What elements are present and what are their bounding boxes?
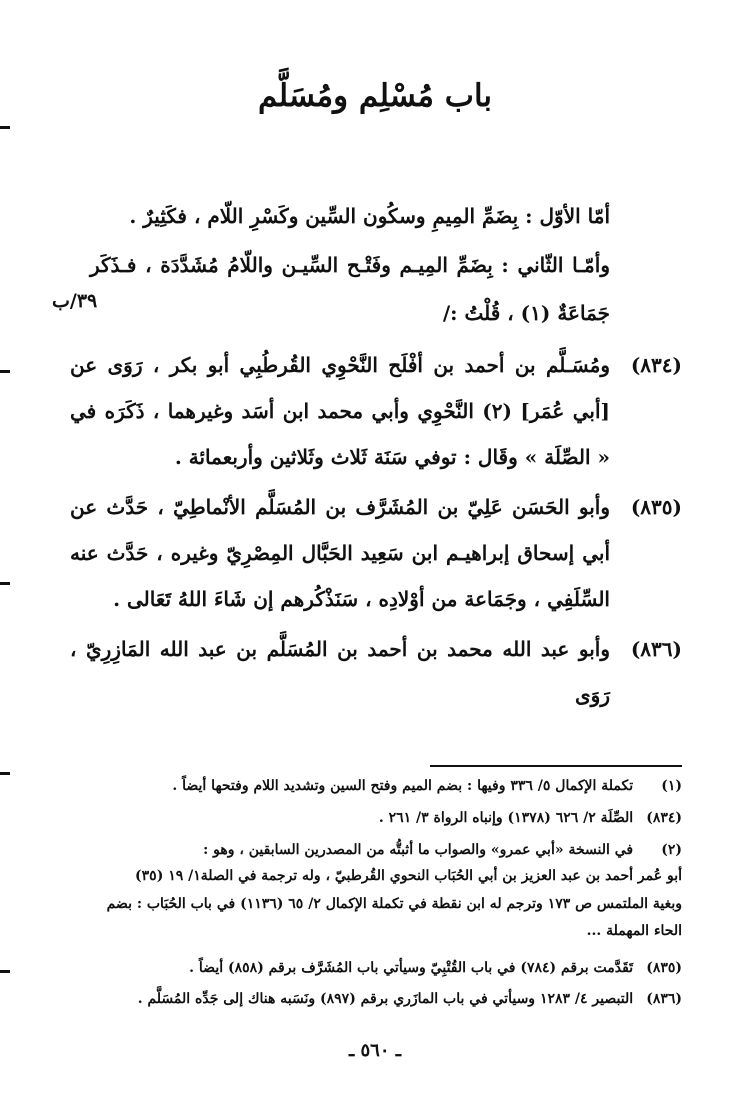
footnote-text: في النسخة «أبي عمرو» والصواب ما أثبتُّه من المصدرين السابقين ، وهو : (203, 842, 634, 858)
footnote (70, 954, 682, 982)
entry-text: وأبو عبد الله محمد بن أحمد بن المُسَلَّم بن عبد الله المَازِرِيّ ، رَوَى (70, 637, 610, 707)
footnote (70, 836, 682, 864)
entry-text: ومُسَـلَّم بن أحمد بن أفْلَح النَّحْوِي القُرطُبِي أبو بكر ، رَوَى عن [أبي عُمَر] (٢) النَّحْوِي وأبي محمد ابن أسَد وغيرهما ، ذَكَرَه في « الصِّلَة » وقَال : توفي سَنَة ثَلاث وثَلاثين وأربعمائة . (70, 353, 611, 469)
footnote-number: (٨٣٤) (646, 810, 682, 826)
intro-paragraph-first: أمّا الأوّل : بِضَمِّ المِيمِ وسكُون السِّين وكَسْرِ اللّام ، فكَثِيرٌ . (129, 204, 610, 228)
page-edge-mark (0, 970, 10, 973)
footnote-text: التبصير ٤/ ١٢٨٣ وسيأتي في باب المازَري برقم (٨٩٧) ونَسَبه هناك إلى جَدِّه المُسَلَّم . (137, 991, 634, 1007)
entry-number: (٨٣٥) (630, 495, 682, 519)
manuscript-folio-note: ٣٩/ب (52, 290, 98, 312)
footnote-text: الحاء المهملة ... (586, 923, 682, 939)
footnote-divider (430, 765, 682, 767)
footnote-number: (٨٣٥) (646, 960, 682, 976)
entry-835 (70, 484, 682, 622)
footnote-text: الصِّلَة ٢/ ٦٢٦ (١٣٧٨) وإنباه الرواة ٣/ ٢٦١ . (378, 810, 634, 826)
entry-number: (٨٣٦) (630, 637, 682, 661)
entry-number: (٨٣٤) (630, 353, 682, 377)
footnote-text: أبو عُمر أحمد بن عبد العزيز بن أبي الحُبَاب النحوي القُرطبيّ ، وله ترجمة في الصلة١/ ١٩ (٣٥) (135, 868, 682, 884)
footnote-continuation (70, 917, 682, 945)
entry-836 (70, 626, 682, 718)
footnote (70, 804, 682, 832)
footnote-text: تَقَدَّمت برقم (٧٨٤) في باب القُتْبِيّ وسيأتي باب المُشَرَّف برقم (٨٥٨) أيضاً . (189, 960, 634, 976)
entry-834 (70, 342, 682, 480)
footnote (70, 985, 682, 1013)
footnote-number: (٨٣٦) (646, 991, 682, 1007)
footnote (70, 772, 682, 800)
footnote-text: تكملة الإكمال ٥/ ٣٣٦ وفيها : بضم الميم وفتح السين وتشديد اللام وفتحها أيضاً . (172, 778, 634, 794)
page-edge-mark (0, 582, 10, 585)
footnote-continuation (70, 890, 682, 918)
footnote-text: وبغية الملتمس ص ١٧٣ وترجم له ابن نقطة في تكملة الإكمال ٢/ ٦٥ (١١٣٦) في باب الحُبَاب : بضم (106, 896, 682, 912)
footnote-continuation (70, 862, 682, 890)
page-number: ـ ٥٦٠ ـ (348, 1040, 402, 1061)
page-edge-mark (0, 126, 10, 129)
footnote-number: (٢) (661, 842, 682, 858)
page-edge-mark (0, 772, 10, 775)
page-edge-mark (0, 370, 10, 373)
chapter-title: باب مُسْلِم ومُسَلَّم (257, 78, 493, 114)
intro-paragraph-second: وأمّـا الثّاني : بِضَمِّ المِيـم وفَتْـح السِّيـن واللّامُ مُشَدَّدَة ، فـذَكَر جَمَاعَةٌ (١) ، قُلْتُ :/ (90, 253, 610, 325)
entry-text: وأبو الحَسَن عَلِيّ بن المُشَرَّف بن المُسَلَّم الأنْماطِيّ ، حَدَّث عن أبي إسحاق إبراهيـم ابن سَعِيد الحَبَّال المِصْرِيّ وغيره ، حَدَّث عنه السِّلَفِي ، وجَمَاعة من أوْلادِه ، سَنَذْكُرهم إن شَاءَ اللهُ تَعَالى . (70, 495, 610, 611)
footnote-number: (١) (661, 778, 682, 794)
